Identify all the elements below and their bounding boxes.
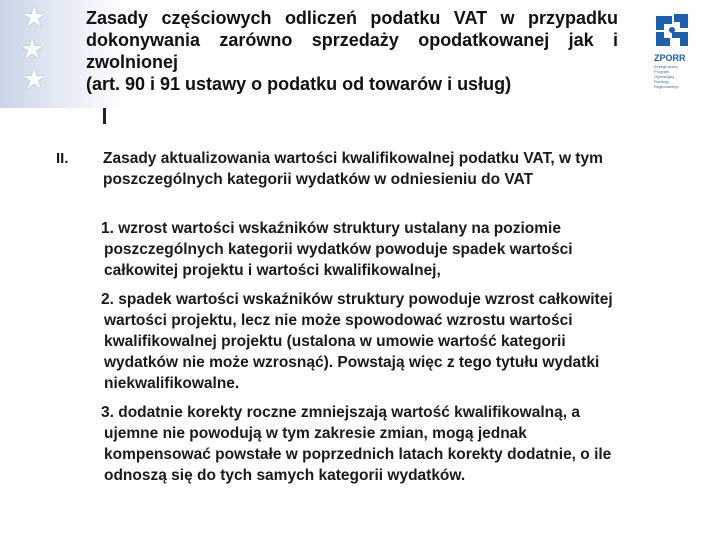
section-number: II.: [56, 150, 69, 167]
title-line: zwolnionej: [86, 52, 178, 72]
logo-name: ZPORR: [654, 53, 686, 63]
title-line: Zasady częściowych odliczeń podatku VAT w przypadku: [86, 8, 618, 28]
zporr-logo-icon: [652, 10, 692, 50]
title-line: (art. 90 i 91 ustawy o podatku od towarów i usług): [86, 74, 512, 94]
text-cursor: [103, 108, 106, 124]
zporr-logo: [644, 10, 702, 89]
list-item: 1. wzrost wartości wskaźników struktury ustalany na poziomie poszczególnych kategorii wydatków powoduje spadek wartości całkowitej projektu i wartości kwalifikowalnej,: [101, 220, 573, 279]
heading-line: Zasady aktualizowania wartości kwalifikowalnej podatku VAT, w tym: [103, 150, 603, 167]
points-list: [101, 218, 701, 494]
heading-line: poszczególnych kategorii wydatków w odniesieniu do VAT: [103, 171, 534, 188]
slide-title: [86, 7, 618, 95]
list-item: 2. spadek wartości wskaźników struktury powoduje wzrost całkowitej wartości projektu, lecz nie może spowodować wzrostu wartości kwalifikowalnej projektu (ustalona w umowie wartość kategorii wydatków nie może wzrosnąć). Powstają więc z tego tytułu wydatki niekwalifikowalne.: [101, 291, 613, 392]
star-icon: ★: [20, 34, 45, 65]
logo-subtitle: Zintegrowany Program Operacyjny Rozwoju Regionalnego: [654, 64, 679, 89]
title-line: dokonywania zarówno sprzedaży opodatkowanej jak i: [86, 30, 618, 50]
list-item: 3. dodatnie korekty roczne zmniejszają wartość kwalifikowalną, a ujemne nie powodują w tym zakresie zmian, mogą jednak kompensować powstałe w poprzednich latach korekty dodatnie, o ile odnoszą się do tych samych kategorii wydatków.: [101, 404, 612, 484]
section-heading: [103, 148, 703, 190]
star-icon: ★: [22, 64, 47, 95]
star-icon: ★: [22, 2, 47, 33]
